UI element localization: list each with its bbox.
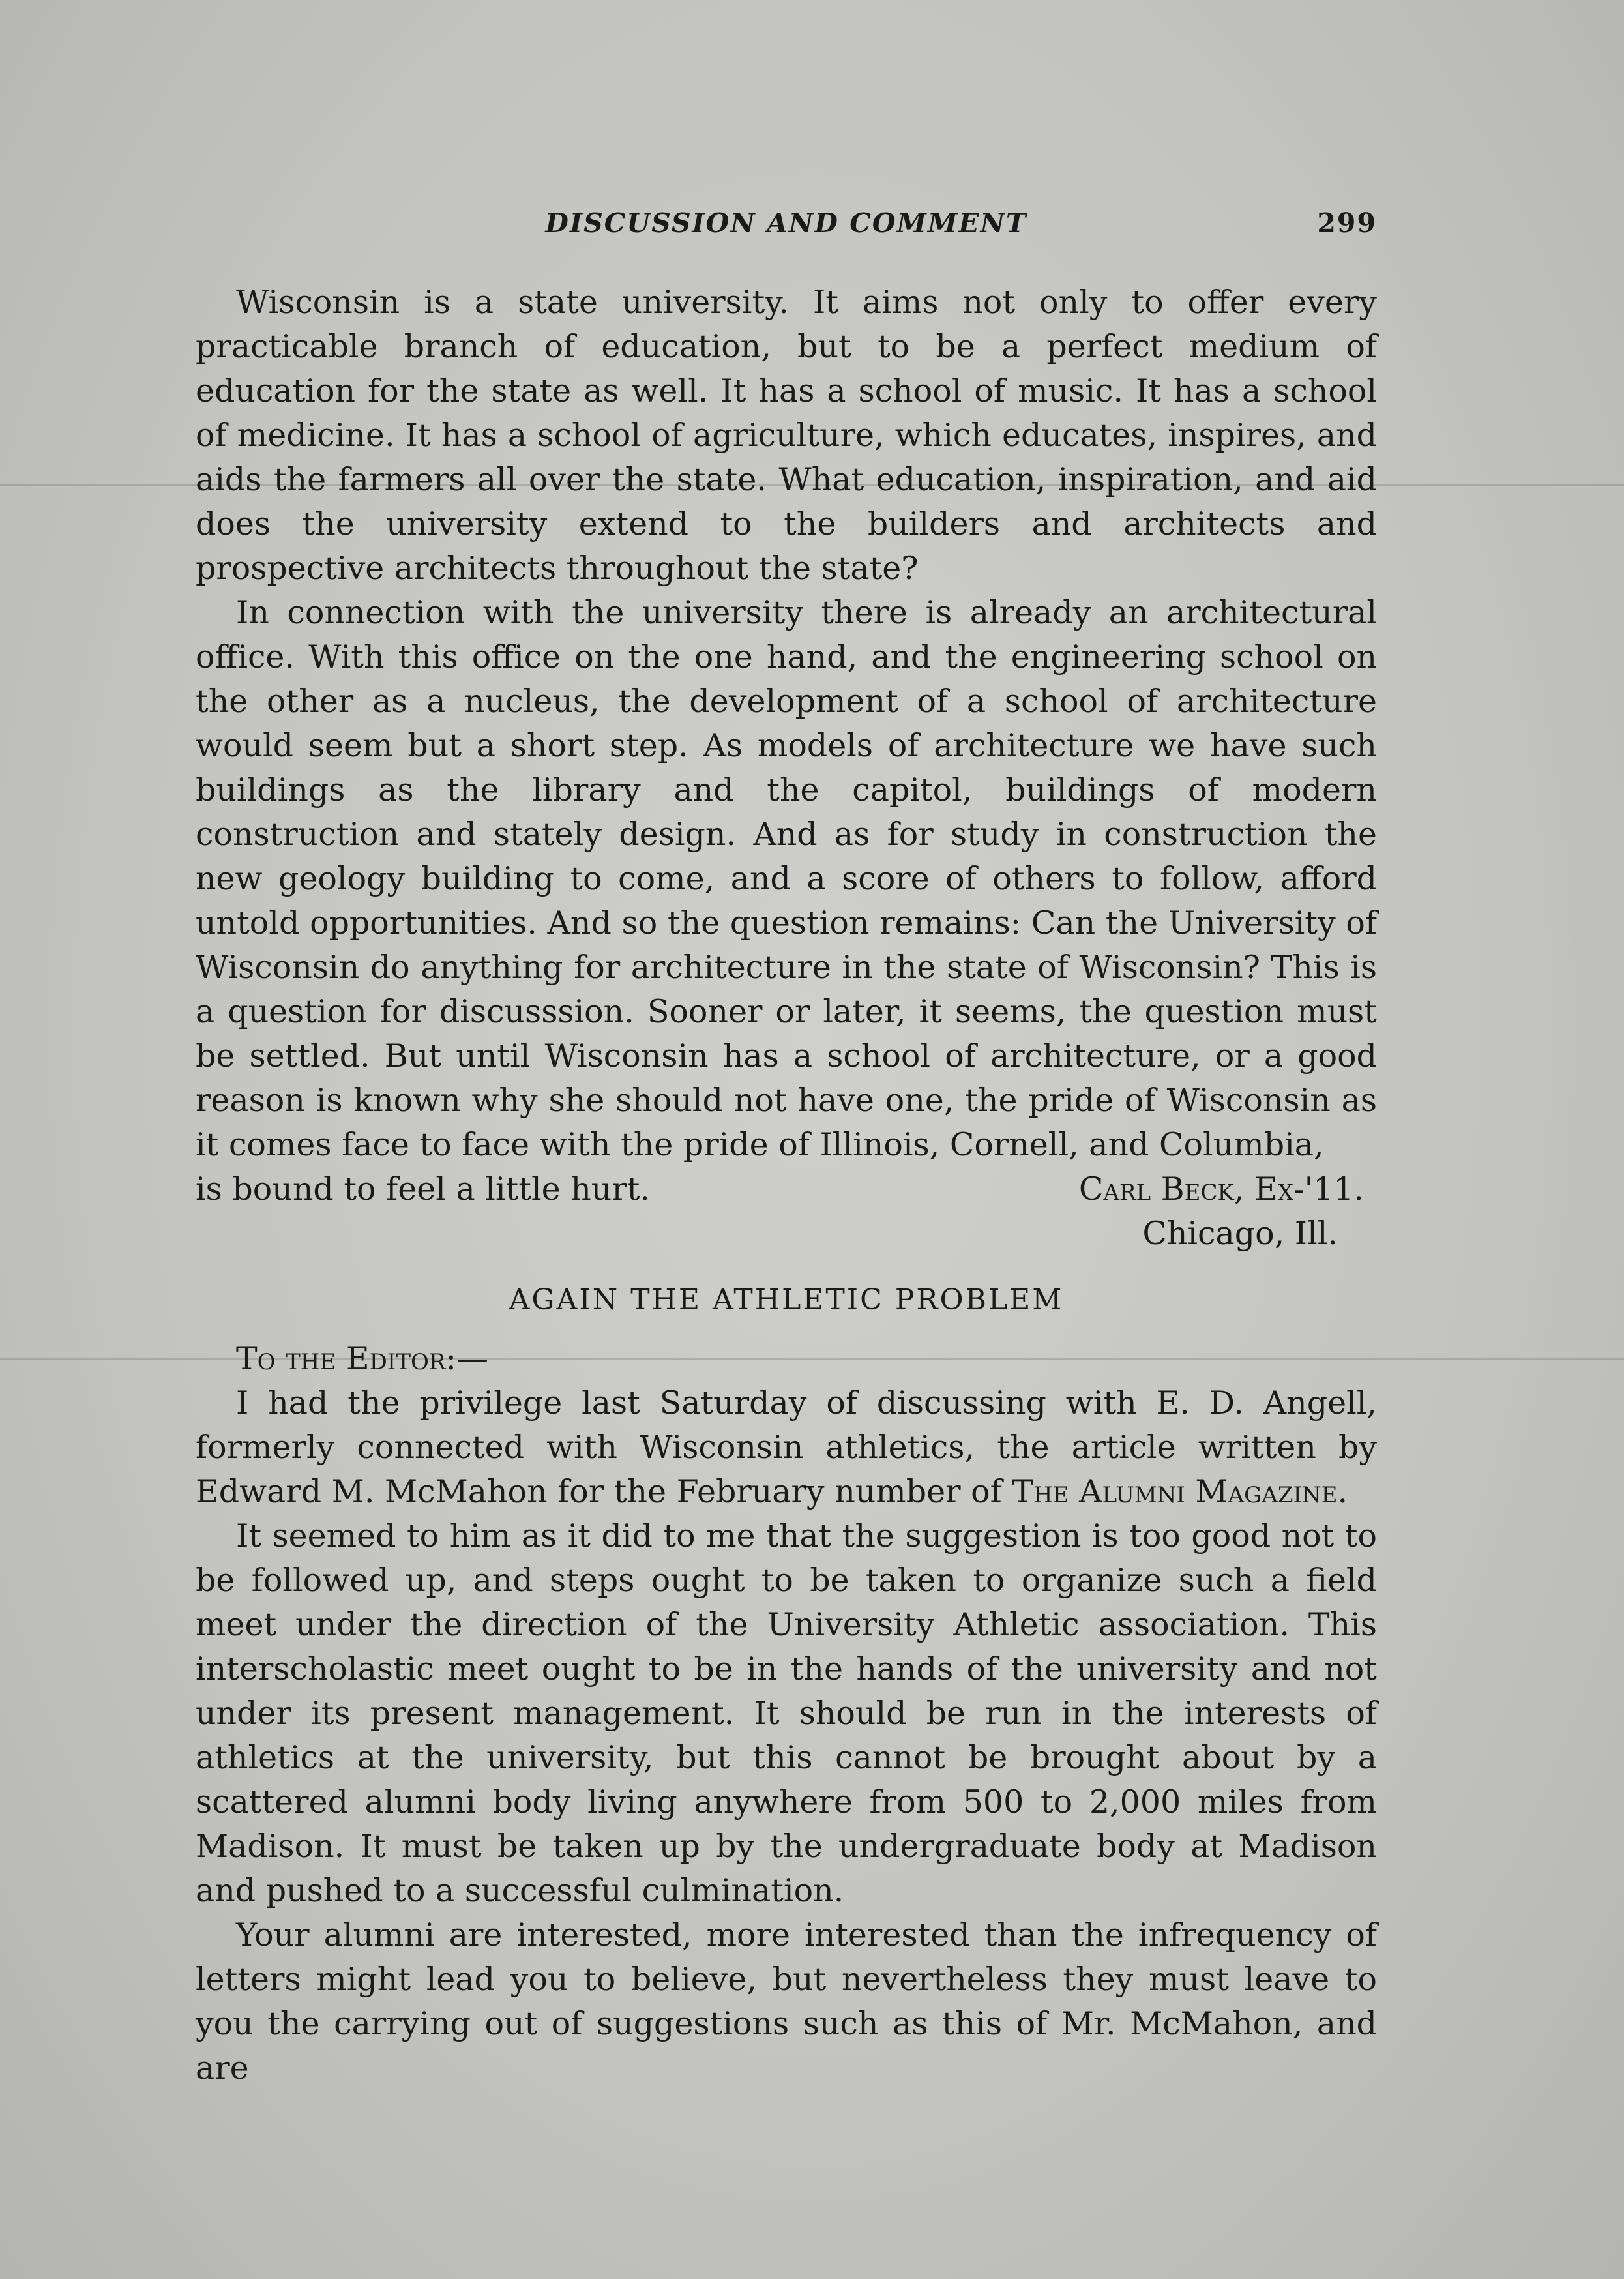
paragraph-text: I had the privilege last Saturday of discussing with E. D. Angell, formerly connected with Wisconsin athletics, the article written by Edward M. McMahon for the February number of: [196, 1384, 1377, 1510]
page-number: 299: [1317, 207, 1377, 239]
author-location: Chicago, Ill.: [1142, 1215, 1338, 1252]
body-text: [196, 280, 1377, 2091]
author-signature: Carl Beck, Ex-'11.: [1078, 1170, 1364, 1208]
closing-line: is bound to feel a little hurt.: [196, 1170, 651, 1208]
paragraph: It seemed to him as it did to me that the suggestion is too good not to be followed up, and steps ought to be taken to organize such a field meet under the direction of the University Athletic association. This interscholastic meet ought to be in the hands of the university and not under its present management. It should be run in the interests of athletics at the university, but this cannot be brought about by a scattered alumni body living anywhere from 500 to 2,000 miles from Madison. It must be taken up by the undergraduate body at Madison and pushed to a successful culmination.: [196, 1517, 1377, 1909]
section-title: AGAIN THE ATHLETIC PROBLEM: [509, 1283, 1064, 1317]
paragraph: Wisconsin is a state university. It aims not only to offer every practicable branch of education, but to be a perfect medium of education for the state as well. It has a school of music. It has a school of medicine. It has a school of agriculture, which educates, inspires, and aids the farmers all over the state. What education, inspiration, and aid does the university extend to the builders and architects and prospective architects throughout the state?: [196, 284, 1377, 587]
paragraph: Your alumni are interested, more interested than the infrequency of letters might lead you to believe, but nevertheless they must leave to you the carrying out of suggestions such as this of Mr. McMahon, and are: [196, 1916, 1377, 2087]
magazine-title: The Alumni Magazine: [1012, 1473, 1338, 1510]
page-header: [196, 207, 1377, 246]
salutation: To the Editor:—: [236, 1340, 488, 1377]
paragraph: [196, 1381, 1377, 1514]
paragraph-end: .: [1337, 1473, 1348, 1510]
running-head: DISCUSSION AND COMMENT: [545, 207, 1027, 239]
signature-line: [196, 1167, 1377, 1212]
paragraph: In connection with the university there is already an architectural office. With this office on the one hand, and the engineering school on the other as a nucleus, the development of a school of architecture would seem but a short step. As models of architecture we have such buildings as the library and the capitol, buildings of modern construction and stately design. And as for study in construction the new geology building to come, and a score of others to follow, afford untold opportunities. And so the question remains: Can the University of Wisconsin do anything for architecture in the state of Wisconsin? This is a question for discusssion. Sooner or later, it seems, the question must be settled. But until Wisconsin has a school of architecture, or a good reason is known why she should not have one, the pride of Wisconsin as it comes face to face with the pride of Illinois, Cornell, and Columbia,: [196, 594, 1377, 1163]
